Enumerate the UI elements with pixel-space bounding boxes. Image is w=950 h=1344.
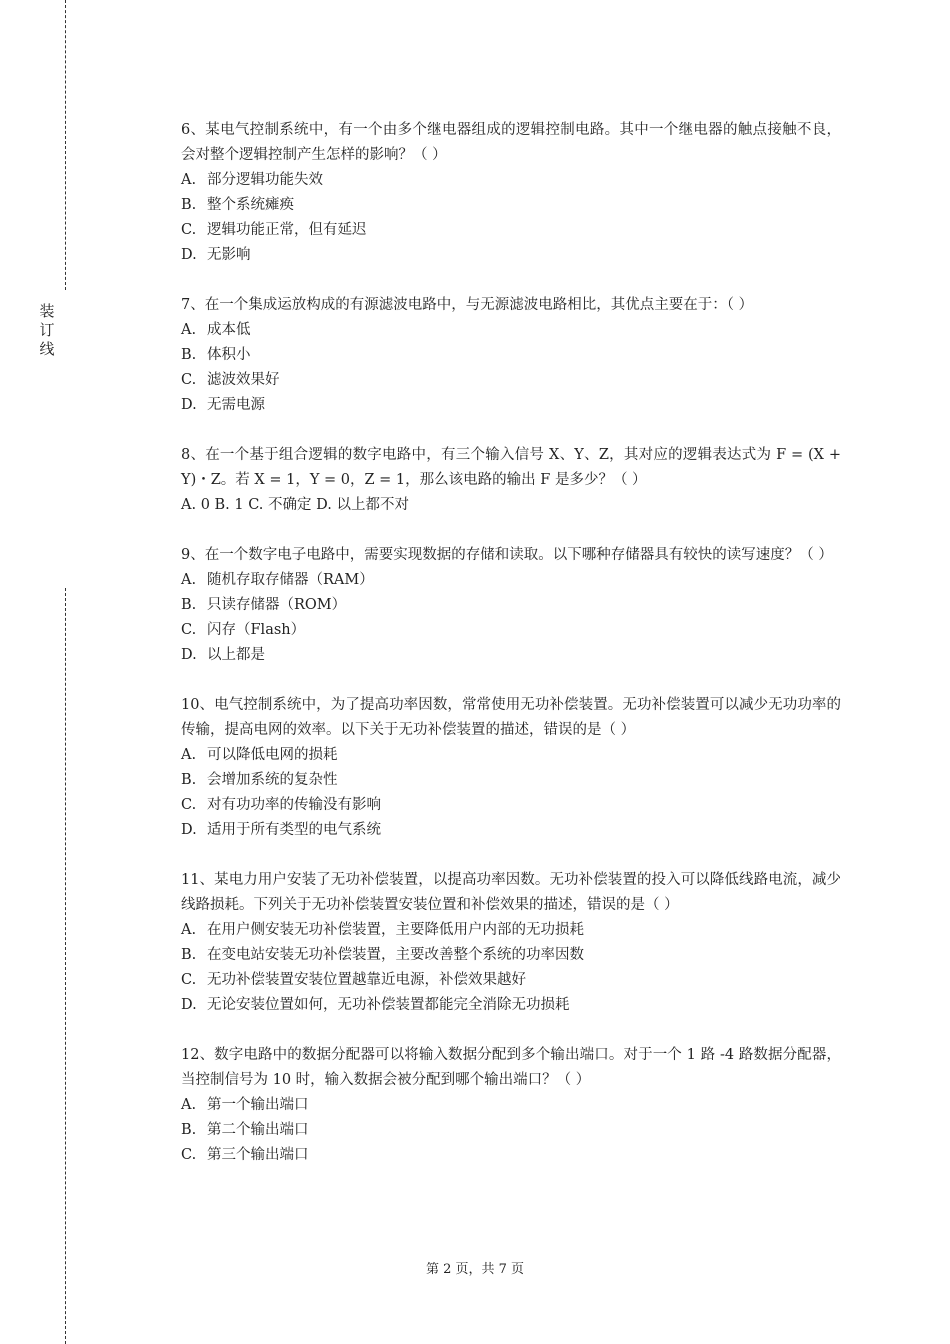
option-c: C. 滤波效果好: [181, 372, 280, 388]
question-stem: 10、电气控制系统中，为了提高功率因数，常常使用无功补偿装置。无功补偿装置可以减少无功功率的传输，提高电网的效率。以下关于无功补偿装置的描述，错误的是（ ）: [181, 697, 841, 738]
question-12: [181, 1043, 841, 1168]
option-b: B. 整个系统瘫痪: [181, 197, 294, 213]
question-11: [181, 868, 841, 1018]
option-a: A. 成本低: [181, 322, 251, 338]
option-c: C. 对有功功率的传输没有影响: [181, 797, 381, 813]
option-b: B. 第二个输出端口: [181, 1122, 309, 1138]
option-d: D. 无论安装位置如何，无功补偿装置都能完全消除无功损耗: [181, 997, 570, 1013]
option-c: C. 无功补偿装置安装位置越靠近电源，补偿效果越好: [181, 972, 526, 988]
question-7: [181, 293, 841, 418]
inline-options: A. 0 B. 1 C. 不确定 D. 以上都不对: [181, 497, 409, 513]
option-d: D. 以上都是: [181, 647, 265, 663]
option-a: A. 随机存取存储器（RAM）: [181, 572, 374, 588]
option-c: C. 逻辑功能正常，但有延迟: [181, 222, 367, 238]
question-stem: 9、在一个数字电子电路中，需要实现数据的存储和读取。以下哪种存储器具有较快的读写速度？（ ）: [181, 547, 833, 563]
option-b: B. 在变电站安装无功补偿装置，主要改善整个系统的功率因数: [181, 947, 584, 963]
binding-line-bottom: [65, 588, 66, 1344]
question-stem: 6、某电气控制系统中，有一个由多个继电器组成的逻辑控制电路。其中一个继电器的触点接触不良，会对整个逻辑控制产生怎样的影响？（ ）: [181, 122, 841, 163]
option-b: B. 会增加系统的复杂性: [181, 772, 338, 788]
question-list: [181, 118, 841, 1193]
option-b: B. 只读存储器（ROM）: [181, 597, 347, 613]
option-d: D. 适用于所有类型的电气系统: [181, 822, 381, 838]
question-8: [181, 443, 841, 518]
question-9: [181, 543, 841, 668]
question-10: [181, 693, 841, 843]
option-c: C. 第三个输出端口: [181, 1147, 309, 1163]
option-a: A. 在用户侧安装无功补偿装置，主要降低用户内部的无功损耗: [181, 922, 584, 938]
binding-line-top: [65, 0, 66, 290]
question-stem: 11、某电力用户安装了无功补偿装置，以提高功率因数。无功补偿装置的投入可以降低线路电流，减少线路损耗。下列关于无功补偿装置安装位置和补偿效果的描述，错误的是（ ）: [181, 872, 841, 913]
binding-label: [38, 302, 56, 359]
question-stem: 7、在一个集成运放构成的有源滤波电路中，与无源滤波电路相比，其优点主要在于：（ ）: [181, 297, 754, 313]
question-stem: 8、在一个基于组合逻辑的数字电路中，有三个输入信号 X、Y、Z，其对应的逻辑表达式为 F = (X + Y)・Z。若 X = 1，Y = 0，Z = 1，那么该电路的输出 F 是多少？（ ）: [181, 447, 841, 488]
binding-char: 装: [39, 302, 55, 320]
option-d: D. 无影响: [181, 247, 251, 263]
option-a: A. 第一个输出端口: [181, 1097, 309, 1113]
option-d: D. 无需电源: [181, 397, 265, 413]
binding-char: 订: [39, 321, 55, 339]
option-a: A. 可以降低电网的损耗: [181, 747, 338, 763]
binding-char: 线: [39, 340, 55, 358]
option-a: A. 部分逻辑功能失效: [181, 172, 323, 188]
option-b: B. 体积小: [181, 347, 251, 363]
option-c: C. 闪存（Flash）: [181, 622, 306, 638]
page-number: 第 2 页，共 7 页: [425, 1262, 525, 1277]
question-6: [181, 118, 841, 268]
question-stem: 12、数字电路中的数据分配器可以将输入数据分配到多个输出端口。对于一个 1 路 -4 路数据分配器，当控制信号为 10 时，输入数据会被分配到哪个输出端口？（ ）: [181, 1047, 841, 1088]
